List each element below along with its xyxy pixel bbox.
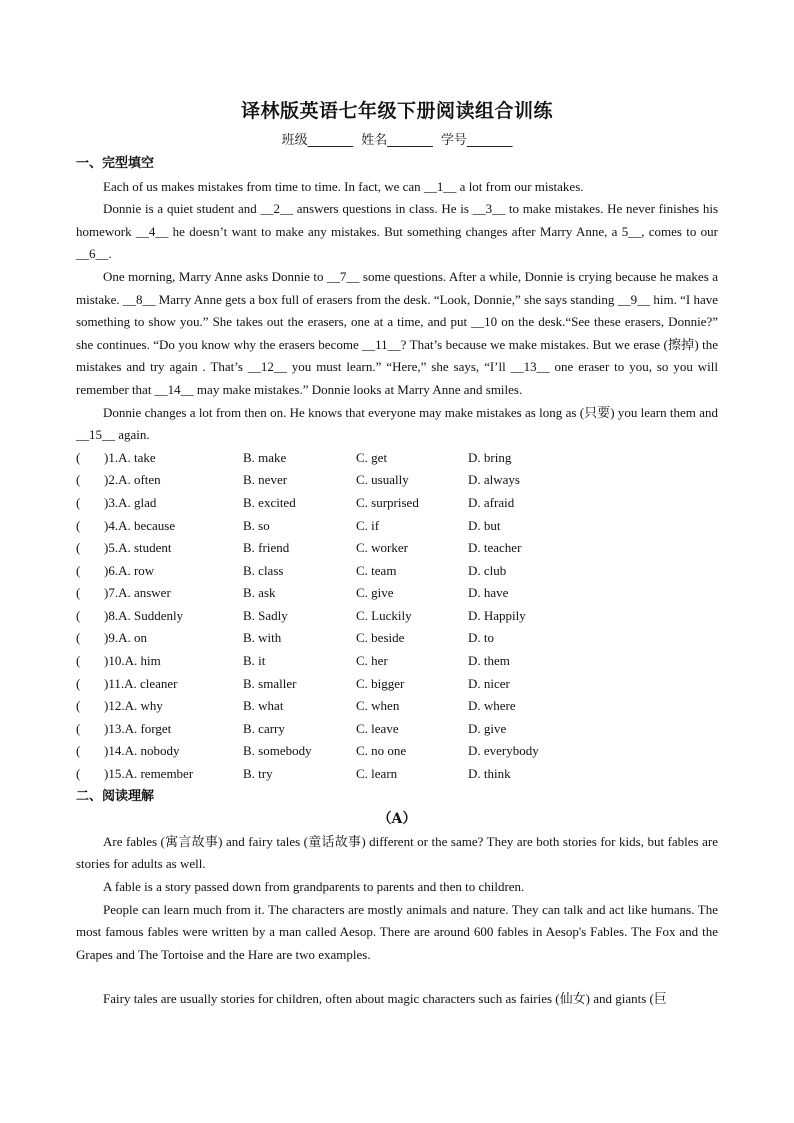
option-a: )12.A. why	[104, 698, 163, 714]
answer-blank[interactable]: (	[76, 675, 81, 691]
option-row	[76, 673, 718, 696]
option-row	[76, 447, 718, 470]
answer-blank[interactable]: (	[76, 540, 81, 556]
cloze-paragraph: Donnie is a quiet student and __2__ answers questions in class. He is __3__ to make mistakes. He never finishes his homework __4__ he doesn’t want to make any mistakes. But something changes after Marry Anne, a 5__, comes to our __6__.	[76, 201, 718, 262]
option-b: B. ask	[243, 585, 276, 601]
answer-blank[interactable]: (	[76, 607, 81, 623]
option-c: C. usually	[356, 472, 409, 488]
option-d: D. but	[468, 517, 501, 533]
answer-blank[interactable]: (	[76, 562, 81, 578]
option-a: )3.A. glad	[104, 494, 157, 510]
name-field[interactable]: 姓名_______	[361, 133, 433, 148]
answer-blank[interactable]: (	[76, 743, 81, 759]
option-a: )5.A. student	[104, 540, 172, 556]
option-d: D. have	[468, 585, 509, 601]
reading-paragraph: Are fables (寓言故事) and fairy tales (童话故事) different or the same? They are both stories for kids, but fables are stories for adults as well.	[76, 833, 718, 872]
option-a: )2.A. often	[104, 472, 161, 488]
section-reading-heading: 二、阅读理解	[76, 788, 155, 804]
option-c: C. worker	[356, 540, 408, 556]
option-c: C. team	[356, 562, 397, 578]
option-a: )6.A. row	[104, 562, 155, 578]
option-d: D. nicer	[468, 675, 510, 691]
option-d: D. club	[468, 562, 507, 578]
answer-blank[interactable]: (	[76, 698, 81, 714]
class-field[interactable]: 班级_______	[281, 133, 354, 148]
option-row	[76, 469, 718, 492]
option-d: D. bring	[468, 449, 512, 465]
option-d: D. think	[468, 766, 511, 782]
option-a: )1.A. take	[104, 449, 156, 465]
option-b: B. never	[243, 472, 288, 488]
option-b: B. class	[243, 562, 284, 578]
option-row	[76, 537, 718, 560]
number-field[interactable]: 学号_______	[440, 133, 513, 148]
answer-blank[interactable]: (	[76, 494, 81, 510]
option-c: C. when	[356, 698, 400, 714]
option-d: D. them	[468, 653, 510, 669]
option-c: C. if	[356, 517, 380, 533]
option-c: C. Luckily	[356, 607, 412, 623]
option-b: B. carry	[243, 720, 285, 736]
option-c: C. learn	[356, 766, 398, 782]
option-c: C. get	[356, 449, 388, 465]
answer-blank[interactable]: (	[76, 630, 81, 646]
reading-paragraph: A fable is a story passed down from grandparents to parents and then to children.	[103, 879, 525, 894]
section-cloze-heading: 一、完型填空	[76, 156, 155, 171]
option-row	[76, 763, 718, 786]
option-row	[76, 605, 718, 628]
option-a: )9.A. on	[104, 630, 147, 646]
option-row	[76, 560, 718, 583]
option-b: B. somebody	[243, 743, 312, 759]
option-d: D. afraid	[468, 494, 515, 510]
option-row	[76, 582, 718, 605]
answer-blank[interactable]: (	[76, 449, 81, 465]
option-c: C. bigger	[356, 675, 405, 691]
option-a: )15.A. remember	[104, 766, 194, 782]
option-row	[76, 695, 718, 718]
answer-blank[interactable]: (	[76, 472, 81, 488]
answer-blank[interactable]: (	[76, 766, 81, 782]
answer-blank[interactable]: (	[76, 585, 81, 601]
option-d: D. where	[468, 698, 516, 714]
option-a: )10.A. him	[104, 653, 161, 669]
option-d: D. give	[468, 720, 507, 736]
option-row	[76, 718, 718, 741]
option-row	[76, 515, 718, 538]
option-b: B. Sadly	[243, 607, 288, 623]
student-info	[76, 130, 718, 152]
option-c: C. her	[356, 653, 388, 669]
option-c: C. beside	[356, 630, 405, 646]
option-b: B. smaller	[243, 675, 297, 691]
option-d: D. teacher	[468, 540, 522, 556]
option-a: )13.A. forget	[104, 720, 172, 736]
option-d: D. Happily	[468, 607, 526, 623]
cloze-paragraph: One morning, Marry Anne asks Donnie to __7__ some questions. After a while, Donnie is crying because he makes a mistake. __8__ Marry Anne gets a box full of erasers from the desk. “Look, Donnie,” she says standing __9__ him. “I have something to show you.” She takes out the erasers, one at a time, and put __10 on the desk.“See these erasers, Donnie?” she continues. “Do you know why the erasers become __11__? That’s because we make mistakes. But we erase (擦掉) the mistakes and try again . That’s __12__ you must learn.” “Here,” she says, “I’ll __13__ one eraser to you, so you will remember that __14__ may make mistakes.” Donnie looks at Marry Anne and smiles.	[76, 268, 718, 397]
option-b: B. it	[243, 653, 266, 669]
cloze-options	[76, 447, 718, 786]
option-row	[76, 492, 718, 515]
option-c: C. leave	[356, 720, 399, 736]
option-c: C. give	[356, 585, 394, 601]
option-c: C. surprised	[356, 494, 419, 510]
option-d: D. everybody	[468, 743, 539, 759]
option-row	[76, 650, 718, 673]
option-a: )8.A. Suddenly	[104, 607, 184, 623]
option-row	[76, 740, 718, 763]
option-a: )11.A. cleaner	[104, 675, 178, 691]
option-c: C. no one	[356, 743, 407, 759]
option-b: B. what	[243, 698, 284, 714]
option-b: B. so	[243, 517, 270, 533]
option-b: B. excited	[243, 494, 296, 510]
cloze-paragraph: Donnie changes a lot from then on. He knows that everyone may make mistakes as long as (只要) you learn them and __15__ again.	[76, 404, 718, 443]
option-row	[76, 627, 718, 650]
document-page	[76, 96, 718, 1011]
option-a: )7.A. answer	[104, 585, 171, 601]
answer-blank[interactable]: (	[76, 653, 81, 669]
page-title: 译林版英语七年级下册阅读组合训练	[240, 100, 553, 122]
reading-paragraph: People can learn much from it. The characters are mostly animals and nature. They can talk and act like humans. The most famous fables were written by a man called Aesop. There are around 600 fables in Aesop's Fables. The Fox and the Grapes and The Tortoise and the Hare are two examples.	[76, 901, 718, 962]
option-b: B. make	[243, 449, 287, 465]
reading-paragraph: Fairy tales are usually stories for children, often about magic characters such as fairies (仙女) and giants (巨	[103, 991, 667, 1007]
option-b: B. try	[243, 766, 273, 782]
answer-blank[interactable]: (	[76, 517, 81, 533]
option-a: )4.A. because	[104, 517, 176, 533]
passage-a-label: （A）	[377, 811, 417, 828]
cloze-paragraph: Each of us makes mistakes from time to time. In fact, we can __1__ a lot from our mistakes.	[103, 178, 584, 194]
answer-blank[interactable]: (	[76, 720, 81, 736]
option-b: B. with	[243, 630, 282, 646]
option-a: )14.A. nobody	[104, 743, 180, 759]
option-d: D. to	[468, 630, 494, 646]
option-b: B. friend	[243, 540, 290, 556]
option-d: D. always	[468, 472, 520, 488]
